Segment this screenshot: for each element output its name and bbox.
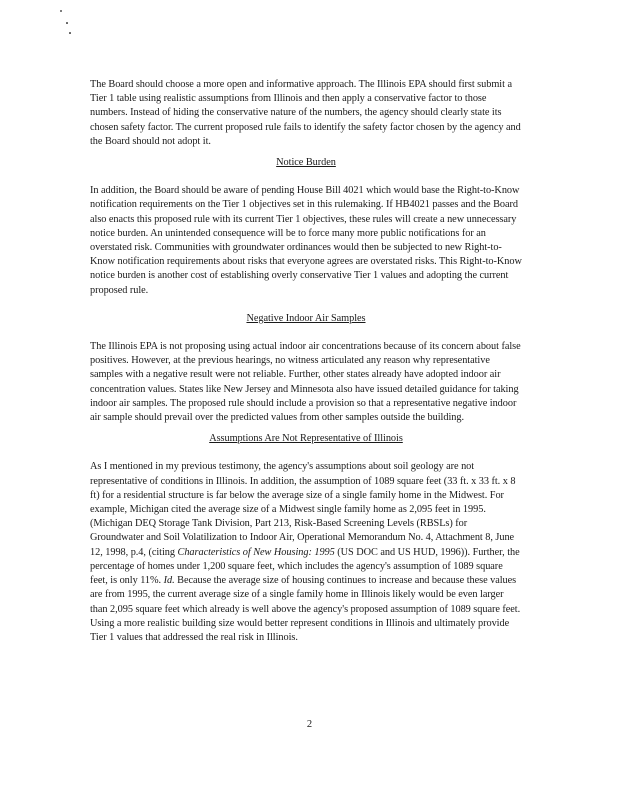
paragraph-notice-burden: In addition, the Board should be aware of pending House Bill 4021 which would base the Right-to-Know notification requirements on the Tier 1 objectives set in this rulemaking. If HB4021 passes and the Board also enacts this proposed rule with its current Tier 1 objectives, these rules will create a new unnecessary notice burden. An unintended consequence will be to force many more public notifications for an overstated risk. Communities with groundwater ordinances would then be subjected to new Right-to-Know notification requirements about risks that everyone agrees are overstated risks. This Right-to-Know notice burden is another cost of establishing overly conservative Tier 1 values and adopting the current proposed rule.	[90, 185, 522, 296]
citation-title: Characteristics of New Housing: 1995	[177, 546, 335, 558]
paragraph-indoor-air: The Illinois EPA is not proposing using actual indoor air concentrations because of its concern about false positives. However, at the previous hearings, no witness articulated any reason why representative samples with a negative result were not reliable. Further, other states already have adopted indoor air concentration values. States like New Jersey and Minnesota also have issued detailed guidance for taking indoor air samples. The proposed rule should include a provision so that a representative negative indoor air sample should prevail over the predicted values from other samples outside the building.	[90, 341, 521, 424]
paragraph-intro: The Board should choose a more open and informative approach. The Illinois EPA should first submit a Tier 1 table using realistic assumptions from Illinois and then apply a conservative factor to those numbers. Instead of hiding the conservative nature of the numbers, the agency should clearly state its chosen safety factor. The current proposed rule fails to identify the safety factor chosen by the agency and the Board should not adopt it.	[90, 79, 521, 147]
page-number: 2	[306, 719, 313, 730]
paragraph-assumptions	[90, 460, 522, 645]
citation-id: Id.	[163, 575, 175, 587]
assumptions-text-c: Because the average size of housing continues to increase and because these values are from 1995, the current average size of a single family home in Illinois likely would be even larger than 2,095 square feet which already is well above the agency's proposed assumption of 1089 square feet. Using a more realistic building size would better represent conditions in Illinois and ultimately provide Tier 1 values that addressed the real risk in Illinois.	[90, 575, 521, 643]
heading-negative-indoor-air-samples: Negative Indoor Air Samples	[246, 312, 366, 324]
page-body	[90, 78, 522, 645]
scan-specks	[58, 8, 78, 38]
assumptions-text-a: As I mentioned in my previous testimony, the agency's assumptions about soil geology are not representative of conditions in Illinois. In addition, the assumption of 1089 square feet (33 ft. x 33 ft. x 8 ft) for a residential structure is far below the average size of a single family home in the Midwest. For example, Michigan cited the average size of a Midwest single family home as 2,095 feet in 1995. (Michigan DEQ Storage Tank Division, Part 213, Risk-Based Screening Levels (RBSLs) for Groundwater and Soil Volatilization to Indoor Air, Operational Memorandum No. 4, Attachment 8, June 12, 1998, p.4, (citing	[90, 461, 516, 558]
assumptions-text-b: (US DOC and US HUD, 1996)). Further, the percentage of homes under 1,200 square feet, which includes the agency's assumption of 1089 square feet, is only 11%.	[90, 546, 520, 587]
heading-assumptions: Assumptions Are Not Representative of Illinois	[209, 433, 403, 445]
heading-notice-burden: Notice Burden	[276, 157, 336, 169]
